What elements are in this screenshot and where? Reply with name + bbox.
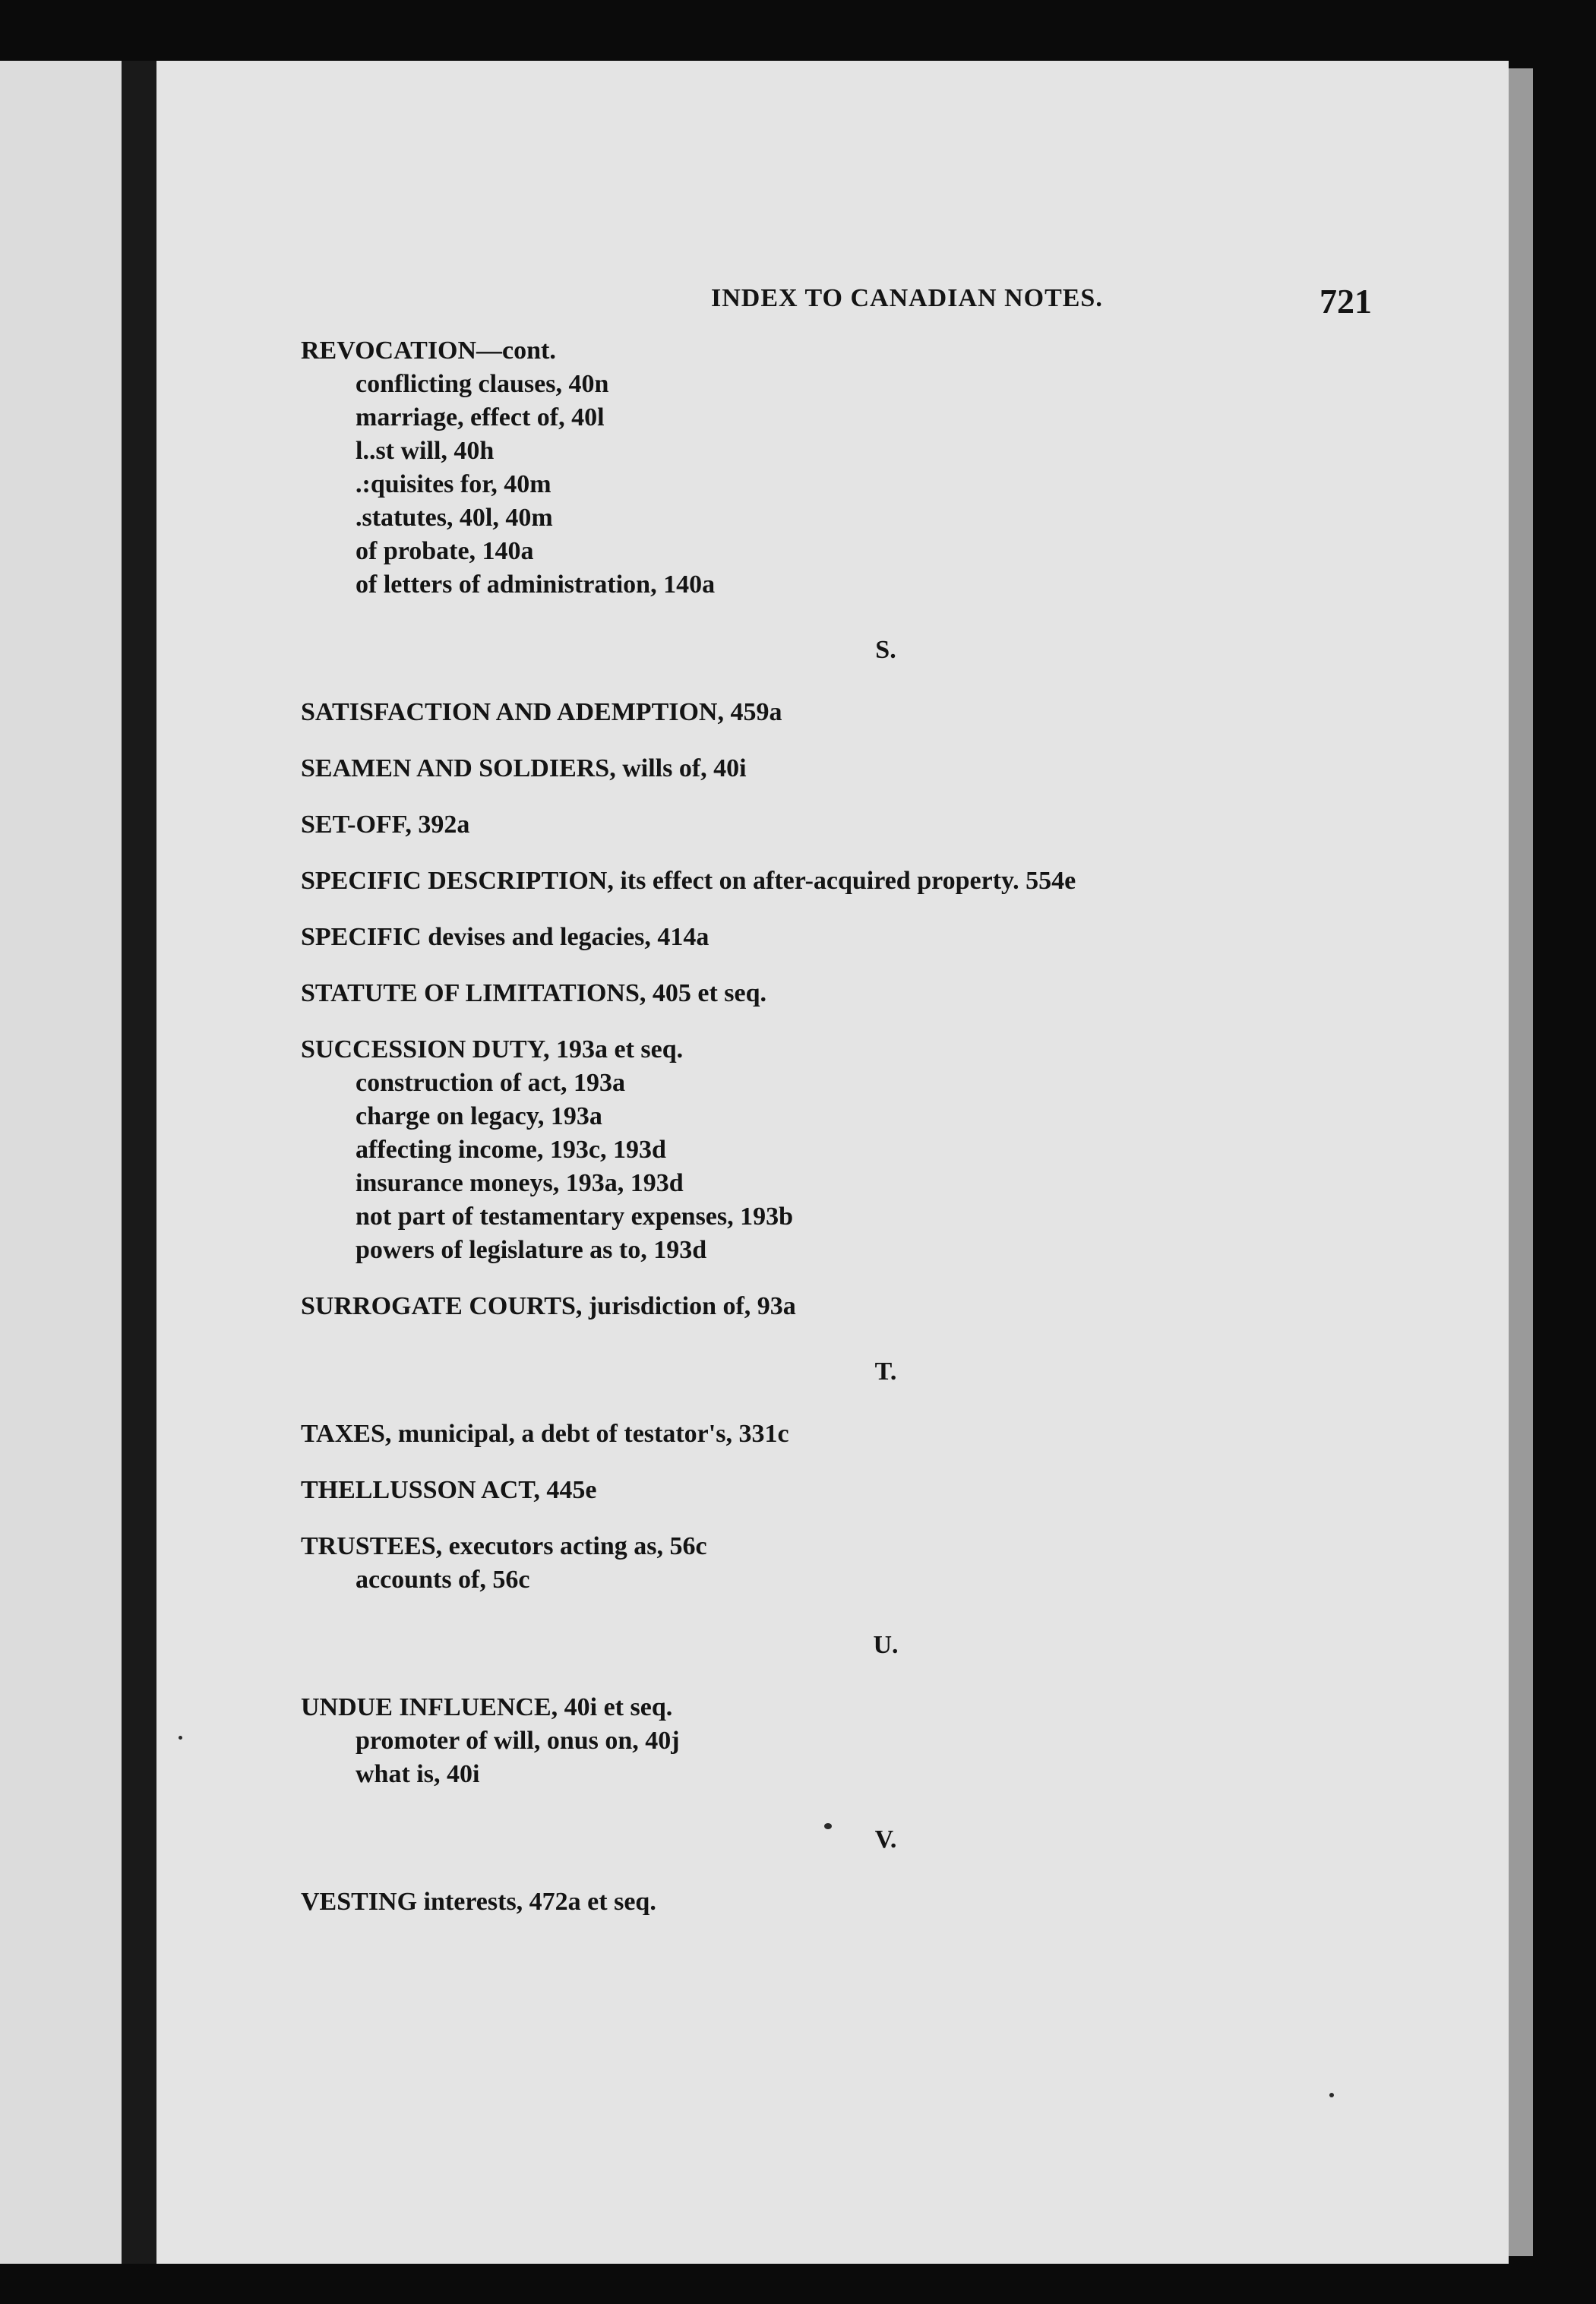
section-letter: U. — [873, 1631, 899, 1659]
entry-heading: THELLUSSON ACT, 445e — [301, 1476, 597, 1504]
index-entry — [301, 1033, 1364, 1267]
index-entry — [301, 1530, 1364, 1597]
section-letter: S. — [875, 636, 896, 664]
entry-subheading: of letters of administration, 140a — [356, 570, 716, 599]
entry-heading: VESTING interests, 472a et seq. — [301, 1888, 656, 1916]
scan-speck — [1329, 2093, 1334, 2097]
index-entry — [301, 1691, 1364, 1791]
book-page — [156, 61, 1509, 2264]
index-entry — [301, 864, 1364, 898]
entry-subheading: powers of legislature as to, 193d — [356, 1236, 707, 1264]
entry-heading: REVOCATION—cont. — [301, 337, 556, 365]
entry-heading: TRUSTEES, executors acting as, 56c — [301, 1532, 707, 1560]
entry-subheading: accounts of, 56c — [356, 1566, 530, 1594]
scan-speck — [179, 1736, 182, 1740]
entry-heading: TAXES, municipal, a debt of testator's, 331c — [301, 1420, 789, 1448]
index-entry — [301, 977, 1364, 1010]
entry-heading: SET-OFF, 392a — [301, 811, 470, 839]
entry-heading: SUCCESSION DUTY, 193a et seq. — [301, 1035, 684, 1064]
index-entry — [301, 334, 1364, 602]
index-entry — [301, 696, 1364, 729]
section-letter: T. — [874, 1357, 897, 1386]
index-entry — [301, 808, 1364, 842]
scan-speck — [824, 1823, 832, 1829]
entry-heading: UNDUE INFLUENCE, 40i et seq. — [301, 1693, 673, 1721]
entry-subheading: l..st will, 40h — [356, 437, 495, 465]
entry-heading: SATISFACTION AND ADEMPTION, 459a — [301, 698, 782, 726]
entry-subheading: marriage, effect of, 40l — [356, 403, 605, 431]
entry-subheading: conflicting clauses, 40n — [356, 370, 609, 398]
entry-subheading: .statutes, 40l, 40m — [356, 504, 553, 532]
entry-heading: SPECIFIC devises and legacies, 414a — [301, 923, 710, 951]
index-entry — [301, 1885, 1364, 1919]
entry-subheading: insurance moneys, 193a, 193d — [356, 1169, 684, 1197]
index-entry — [301, 1474, 1364, 1507]
entry-subheading: what is, 40i — [356, 1760, 480, 1788]
section-letter: V. — [874, 1825, 897, 1854]
index-entry — [301, 752, 1364, 785]
entry-subheading: of probate, 140a — [356, 537, 534, 565]
entry-subheading: affecting income, 193c, 193d — [356, 1136, 666, 1164]
entry-subheading: .:quisites for, 40m — [356, 470, 551, 498]
page-edge-shadow — [1509, 68, 1533, 2256]
entry-subheading: charge on legacy, 193a — [356, 1102, 602, 1130]
entry-heading: SEAMEN AND SOLDIERS, wills of, 40i — [301, 754, 747, 782]
entry-subheading: promoter of will, onus on, 40j — [356, 1727, 680, 1755]
book-binding — [122, 61, 156, 2264]
running-header — [551, 281, 1372, 327]
header-title: INDEX TO CANADIAN NOTES. — [711, 284, 1103, 312]
entry-subheading: construction of act, 193a — [356, 1069, 626, 1097]
index-entry — [301, 1417, 1364, 1451]
page-number: 721 — [1319, 282, 1372, 321]
index-entry — [301, 921, 1364, 954]
entry-subheading: not part of testamentary expenses, 193b — [356, 1203, 794, 1231]
index-entry — [301, 1290, 1364, 1323]
index-content — [301, 334, 1364, 1942]
entry-heading: SURROGATE COURTS, jurisdiction of, 93a — [301, 1292, 796, 1320]
entry-heading: STATUTE OF LIMITATIONS, 405 et seq. — [301, 979, 767, 1007]
entry-heading: SPECIFIC DESCRIPTION, its effect on after-acquired property. 554e — [301, 867, 1076, 895]
facing-page-edge — [0, 61, 122, 2264]
